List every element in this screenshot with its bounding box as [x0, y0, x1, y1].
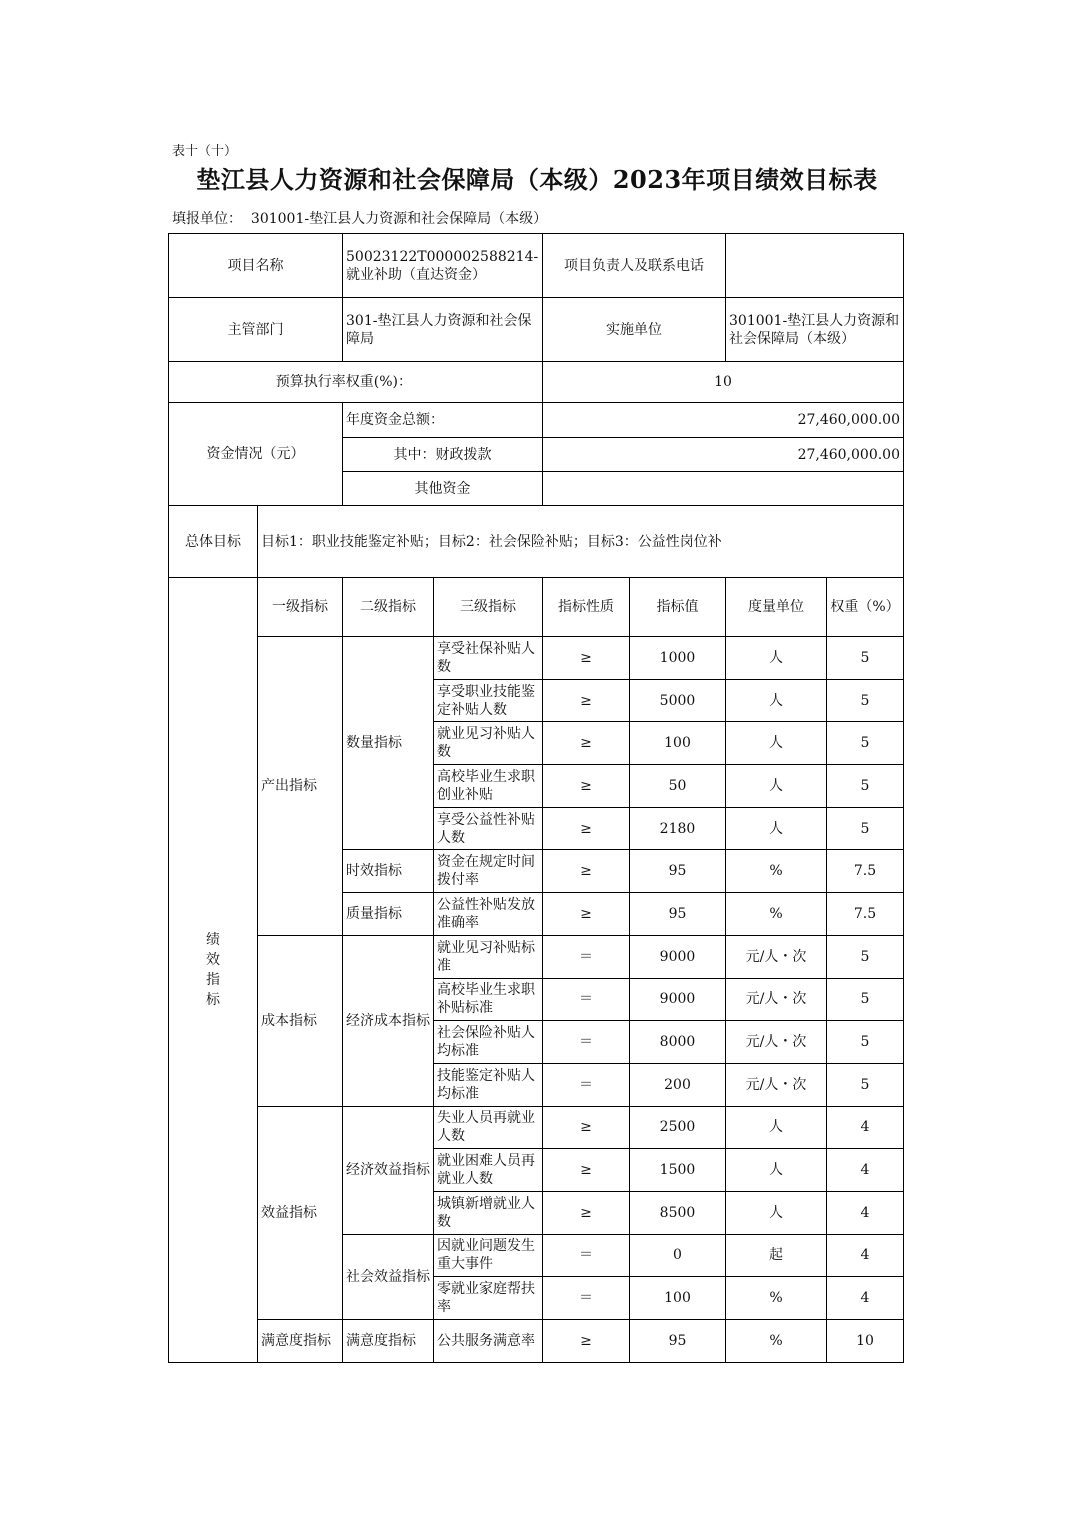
other-funds-value [543, 472, 904, 506]
other-funds-label: 其他资金 [343, 472, 543, 506]
indicator-name: 失业人员再就业人数 [434, 1106, 543, 1149]
dept-label: 主管部门 [169, 298, 343, 362]
header-value: 指标值 [630, 578, 726, 637]
indicator-value: 8000 [630, 1021, 726, 1064]
budget-weight-label: 预算执行率权重(%)： [169, 362, 543, 403]
indicator-name: 资金在规定时间拨付率 [434, 850, 543, 893]
indicator-weight: 5 [827, 722, 904, 765]
indicator-name: 高校毕业生求职补贴标准 [434, 978, 543, 1021]
header-unit: 度量单位 [726, 578, 827, 637]
indicator-unit: 人 [726, 765, 827, 808]
header-weight: 权重（%） [827, 578, 904, 637]
indicator-unit: % [726, 850, 827, 893]
subgroup-quality: 质量指标 [343, 893, 434, 936]
indicator-nature: ≥ [543, 722, 630, 765]
indicator-value: 95 [630, 893, 726, 936]
indicator-nature: ＝ [543, 1277, 630, 1320]
annual-total-row [169, 403, 904, 438]
indicator-value: 50 [630, 765, 726, 808]
indicator-nature: ≥ [543, 765, 630, 808]
indicator-nature: ＝ [543, 1063, 630, 1106]
budget-weight-row [169, 362, 904, 403]
indicator-weight: 5 [827, 637, 904, 680]
indicator-unit: 起 [726, 1234, 827, 1277]
indicator-name: 就业见习补贴人数 [434, 722, 543, 765]
indicator-unit: 元/人・次 [726, 1063, 827, 1106]
performance-target-table [168, 233, 904, 1363]
indicator-name: 就业困难人员再就业人数 [434, 1149, 543, 1192]
indicator-value: 100 [630, 1277, 726, 1320]
indicator-nature: ≥ [543, 807, 630, 850]
group-benefit: 效益指标 [258, 1106, 343, 1319]
indicator-value: 2180 [630, 807, 726, 850]
indicator-nature: ≥ [543, 1106, 630, 1149]
project-name-value: 50023122T000002588214-就业补助（直达资金） [343, 234, 543, 298]
indicator-name: 社会保险补贴人均标准 [434, 1021, 543, 1064]
group-output: 产出指标 [258, 637, 343, 936]
indicator-name: 技能鉴定补贴人均标准 [434, 1063, 543, 1106]
table-row [169, 935, 904, 978]
annual-total-label: 年度资金总额： [343, 403, 543, 438]
indicator-name: 享受公益性补贴人数 [434, 807, 543, 850]
header-level2: 二级指标 [343, 578, 434, 637]
indicator-value: 200 [630, 1063, 726, 1106]
reporting-unit-value: 301001-垫江县人力资源和社会保障局（本级） [250, 211, 548, 227]
indicator-name: 高校毕业生求职创业补贴 [434, 765, 543, 808]
project-name-row [169, 234, 904, 298]
indicator-nature: ≥ [543, 1320, 630, 1363]
overall-goal-value: 目标1：职业技能鉴定补贴；目标2：社会保险补贴；目标3：公益性岗位补 [258, 506, 904, 578]
overall-goal-row [169, 506, 904, 578]
indicator-unit: 人 [726, 722, 827, 765]
dept-value: 301-垫江县人力资源和社会保障局 [343, 298, 543, 362]
department-row [169, 298, 904, 362]
indicator-weight: 7.5 [827, 850, 904, 893]
indicator-name: 公益性补贴发放准确率 [434, 893, 543, 936]
indicator-nature: ＝ [543, 1234, 630, 1277]
indicator-weight: 10 [827, 1320, 904, 1363]
indicator-unit: 元/人・次 [726, 1021, 827, 1064]
indicator-weight: 5 [827, 1021, 904, 1064]
indicator-nature: ≥ [543, 679, 630, 722]
indicator-section-label [169, 578, 258, 1363]
indicator-weight: 5 [827, 679, 904, 722]
indicator-value: 9000 [630, 935, 726, 978]
indicator-weight: 4 [827, 1277, 904, 1320]
indicator-section-text: 绩效指标 [206, 931, 220, 1008]
fiscal-value: 27,460,000.00 [543, 438, 904, 472]
indicator-value: 2500 [630, 1106, 726, 1149]
impl-label: 实施单位 [543, 298, 726, 362]
indicator-nature: ≥ [543, 1191, 630, 1234]
indicator-header-row [169, 578, 904, 637]
header-level1: 一级指标 [258, 578, 343, 637]
indicator-name: 城镇新增就业人数 [434, 1191, 543, 1234]
indicator-nature: ＝ [543, 935, 630, 978]
indicator-value: 0 [630, 1234, 726, 1277]
indicator-nature: ≥ [543, 850, 630, 893]
indicator-unit: 人 [726, 807, 827, 850]
indicator-value: 95 [630, 1320, 726, 1363]
header-nature: 指标性质 [543, 578, 630, 637]
indicator-nature: ≥ [543, 893, 630, 936]
annual-total-value: 27,460,000.00 [543, 403, 904, 438]
group-cost: 成本指标 [258, 935, 343, 1106]
header-level3: 三级指标 [434, 578, 543, 637]
indicator-nature: ＝ [543, 1021, 630, 1064]
indicator-unit: 元/人・次 [726, 935, 827, 978]
subgroup-econ-benefit: 经济效益指标 [343, 1106, 434, 1234]
indicator-weight: 4 [827, 1191, 904, 1234]
indicator-value: 9000 [630, 978, 726, 1021]
indicator-name: 零就业家庭帮扶率 [434, 1277, 543, 1320]
impl-value: 301001-垫江县人力资源和社会保障局（本级） [726, 298, 904, 362]
indicator-unit: % [726, 1320, 827, 1363]
indicator-weight: 5 [827, 978, 904, 1021]
indicator-unit: 元/人・次 [726, 978, 827, 1021]
subgroup-econ-cost: 经济成本指标 [343, 935, 434, 1106]
indicator-unit: 人 [726, 1149, 827, 1192]
indicator-name: 公共服务满意率 [434, 1320, 543, 1363]
indicator-value: 8500 [630, 1191, 726, 1234]
indicator-weight: 5 [827, 765, 904, 808]
funds-label: 资金情况（元） [169, 403, 343, 506]
indicator-unit: 人 [726, 1191, 827, 1234]
subgroup-social-benefit: 社会效益指标 [343, 1234, 434, 1319]
indicator-name: 享受社保补贴人数 [434, 637, 543, 680]
contact-value [726, 234, 904, 298]
budget-weight-value: 10 [543, 362, 904, 403]
indicator-weight: 5 [827, 935, 904, 978]
subgroup-satisfaction: 满意度指标 [343, 1320, 434, 1363]
indicator-weight: 4 [827, 1234, 904, 1277]
indicator-unit: % [726, 1277, 827, 1320]
indicator-weight: 7.5 [827, 893, 904, 936]
reporting-unit [172, 208, 547, 228]
indicator-value: 100 [630, 722, 726, 765]
page-title: 垫江县人力资源和社会保障局（本级）2023年项目绩效目标表 [196, 165, 878, 194]
indicator-value: 5000 [630, 679, 726, 722]
subgroup-quantity: 数量指标 [343, 637, 434, 850]
indicator-value: 95 [630, 850, 726, 893]
indicator-weight: 4 [827, 1106, 904, 1149]
indicator-nature: ≥ [543, 637, 630, 680]
indicator-unit: 人 [726, 1106, 827, 1149]
indicator-value: 1500 [630, 1149, 726, 1192]
table-row [169, 1106, 904, 1149]
indicator-name: 因就业问题发生重大事件 [434, 1234, 543, 1277]
indicator-unit: 人 [726, 679, 827, 722]
indicator-name: 享受职业技能鉴定补贴人数 [434, 679, 543, 722]
indicator-weight: 5 [827, 807, 904, 850]
group-satisfaction: 满意度指标 [258, 1320, 343, 1363]
table-row [169, 1320, 904, 1363]
indicator-weight: 4 [827, 1149, 904, 1192]
indicator-nature: ≥ [543, 1149, 630, 1192]
subgroup-timeliness: 时效指标 [343, 850, 434, 893]
overall-goal-label: 总体目标 [169, 506, 258, 578]
indicator-name: 就业见习补贴标准 [434, 935, 543, 978]
indicator-value: 1000 [630, 637, 726, 680]
indicator-unit: 人 [726, 637, 827, 680]
fiscal-label: 其中：财政拨款 [343, 438, 543, 472]
table-number: 表十（十） [172, 144, 238, 159]
reporting-unit-label: 填报单位： [172, 211, 242, 227]
indicator-weight: 5 [827, 1063, 904, 1106]
indicator-nature: ＝ [543, 978, 630, 1021]
table-row [169, 637, 904, 680]
indicator-unit: % [726, 893, 827, 936]
contact-label: 项目负责人及联系电话 [543, 234, 726, 298]
project-name-label: 项目名称 [169, 234, 343, 298]
